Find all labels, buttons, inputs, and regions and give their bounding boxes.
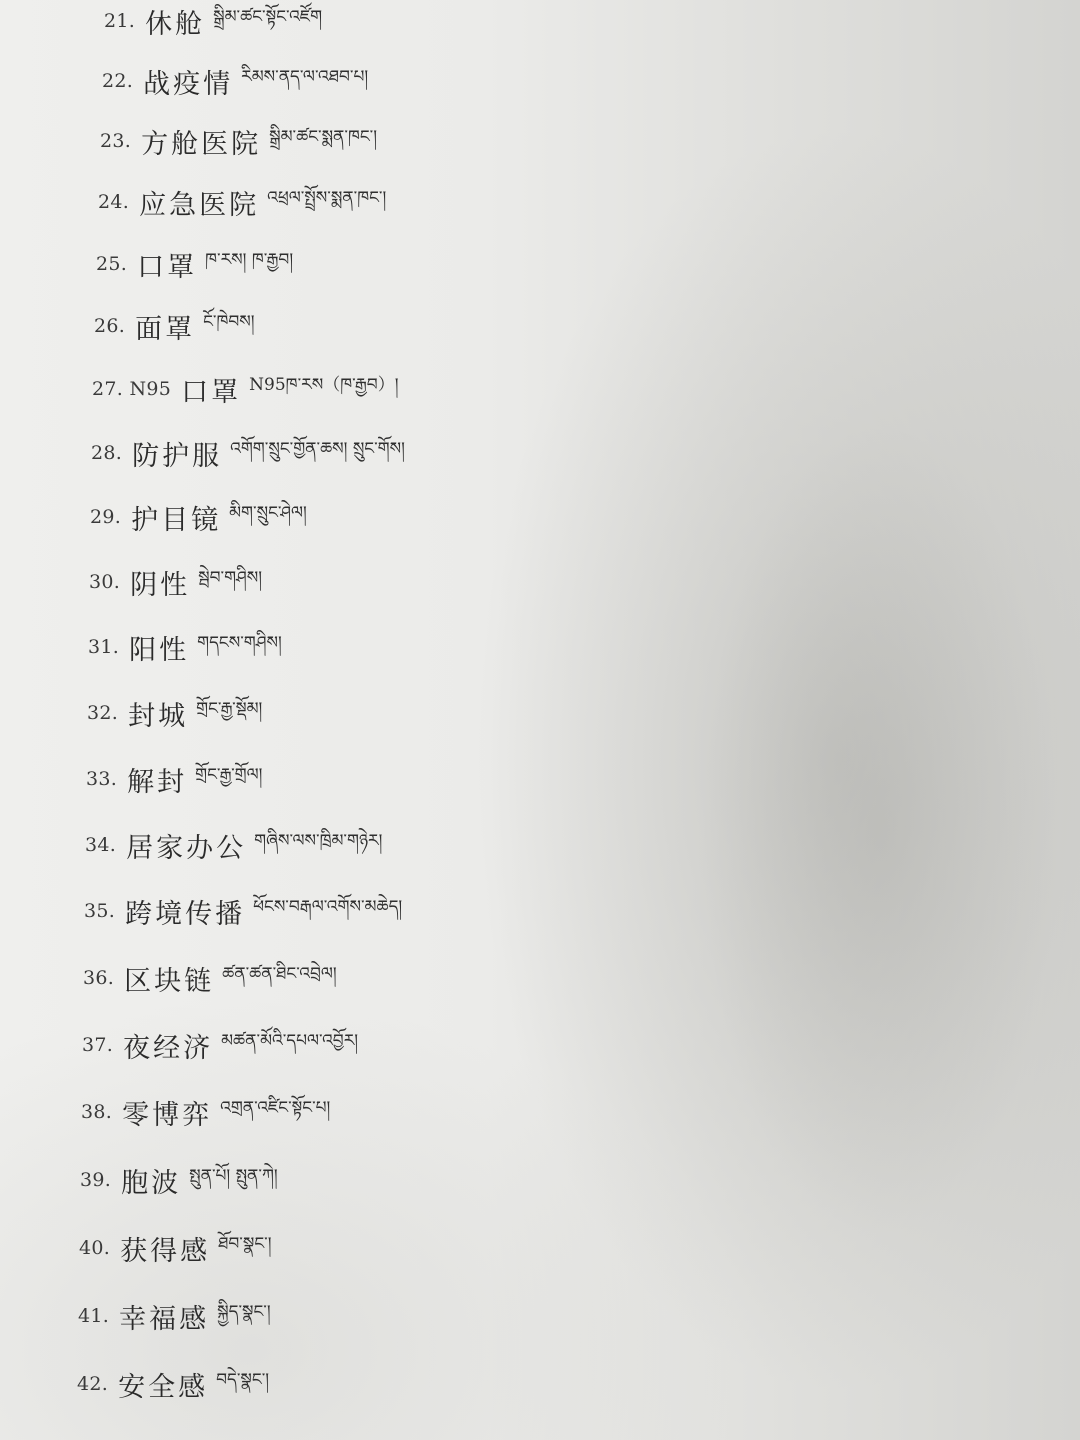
chinese-term: 跨境传播: [125, 898, 246, 930]
list-item: [77, 1359, 269, 1409]
list-item: [81, 1087, 330, 1137]
chinese-term: 幸福感: [119, 1303, 210, 1335]
list-item: [90, 492, 307, 542]
chinese-term: 胞波: [121, 1167, 182, 1199]
entry-number: 41.: [78, 1305, 110, 1327]
entry-number: 22.: [102, 70, 134, 92]
tibetan-term: འགོག་སྲུང་གྱོན་ཆས། སྲུང་གོས།: [230, 439, 405, 459]
tibetan-term: འགྲན་འཛིང་སྟོང་པ།: [220, 1098, 331, 1118]
tibetan-term: གྲོང་རྒྱ་གྲོལ།: [195, 765, 263, 785]
tibetan-term: བདེ་སྣང་།: [216, 1370, 270, 1390]
tibetan-term: འཕྲལ་སྤྲོས་སྨན་ཁང་།: [267, 188, 387, 208]
entry-number: 28.: [91, 442, 123, 464]
chinese-term: 面罩: [135, 313, 196, 345]
chinese-term: 口罩: [137, 251, 198, 283]
list-item: [86, 754, 262, 804]
list-item: [87, 688, 262, 738]
list-item: [98, 177, 386, 227]
tibetan-term: ངོ་ཁེབས།: [203, 312, 255, 332]
entry-number: 39.: [80, 1169, 112, 1191]
entry-number: 37.: [82, 1034, 114, 1056]
chinese-term: 居家办公: [126, 832, 247, 864]
chinese-term: 获得感: [120, 1235, 211, 1267]
entry-number: 27. N95: [92, 378, 172, 400]
chinese-term: 防护服: [132, 440, 223, 472]
chinese-term: 区块链: [124, 965, 215, 997]
list-item: [89, 557, 262, 607]
list-item: [102, 56, 368, 106]
list-item: [85, 820, 382, 870]
tibetan-term: གཞིས་ལས་ཁྲིམ་གཉེར།: [254, 831, 383, 851]
tibetan-term: མིག་སྲུང་ཤེལ།: [229, 503, 307, 523]
chinese-term: 阳性: [129, 634, 190, 666]
chinese-term: 夜经济: [123, 1032, 214, 1064]
entry-number: 32.: [87, 702, 119, 724]
chinese-term: 安全感: [118, 1371, 209, 1403]
chinese-term: 应急医院: [139, 189, 260, 221]
list-item: [104, 0, 322, 46]
list-item: [79, 1223, 272, 1273]
list-item: [80, 1155, 278, 1205]
entry-number: 25.: [96, 253, 128, 275]
chinese-term: 护目镜: [131, 504, 222, 536]
chinese-term: 方舱医院: [141, 128, 262, 160]
tibetan-term: ཕོངས་བརྒལ་འགོས་མཆེད།: [253, 897, 403, 917]
entry-number: 30.: [89, 571, 121, 593]
chinese-term: 零博弈: [122, 1099, 213, 1131]
tibetan-term: སྒྲིམ་ཚང་སྨན་ཁང་།: [269, 127, 378, 147]
entry-number: 36.: [83, 967, 115, 989]
list-item: [78, 1291, 271, 1341]
entry-number: 29.: [90, 506, 122, 528]
chinese-term: 口罩: [181, 376, 242, 408]
list-item: [82, 1020, 358, 1070]
tibetan-term: ཁ་རས། ཁ་རྒྱབ།: [205, 250, 294, 270]
chinese-term: 阴性: [130, 569, 191, 601]
tibetan-term: རིམས་ནད་ལ་འཐབ་པ།: [241, 67, 369, 87]
tibetan-term: སྦེབ་གཤིས།: [198, 568, 263, 588]
chinese-term: 解封: [127, 766, 188, 798]
chinese-term: 休舱: [145, 8, 206, 40]
tibetan-term: གྲོང་རྒྱ་སྡོམ།: [196, 699, 263, 719]
list-item: [100, 116, 377, 166]
tibetan-term: མཚན་མོའི་དཔལ་འབྱོར།: [221, 1031, 359, 1051]
list-item: [94, 301, 255, 351]
tibetan-term: གདངས་གཤིས།: [197, 633, 282, 653]
list-item: [92, 364, 398, 414]
tibetan-term: སྐྱིད་སྣང་།: [217, 1302, 271, 1322]
list-item: [91, 428, 405, 478]
list-item: [83, 953, 337, 1003]
entry-number: 21.: [104, 10, 136, 32]
entry-number: 40.: [79, 1237, 111, 1259]
entry-number: 34.: [85, 834, 117, 856]
chinese-term: 战疫情: [143, 68, 234, 100]
tibetan-term: N95ཁ་རས（ཁ་རྒྱབ）།: [249, 375, 399, 395]
entry-number: 35.: [84, 900, 116, 922]
entry-number: 24.: [98, 191, 130, 213]
entry-number: 42.: [77, 1373, 109, 1395]
entry-number: 23.: [100, 130, 132, 152]
entry-number: 33.: [86, 768, 118, 790]
entry-number: 38.: [81, 1101, 113, 1123]
entry-number: 31.: [88, 636, 120, 658]
list-item: [84, 886, 402, 936]
entry-number: 26.: [94, 315, 126, 337]
list-item: [88, 622, 282, 672]
tibetan-term: སྤུན་པོ། སྤུན་ཀེ།: [189, 1166, 278, 1186]
chinese-term: 封城: [128, 700, 189, 732]
list-item: [96, 239, 293, 289]
tibetan-term: ཐོབ་སྣང་།: [218, 1234, 272, 1254]
tibetan-term: སྒྲིམ་ཚང་སྟོང་འཛོག: [213, 7, 323, 27]
tibetan-term: ཚན་ཚན་ཐིང་འབྲེལ།: [222, 964, 337, 984]
